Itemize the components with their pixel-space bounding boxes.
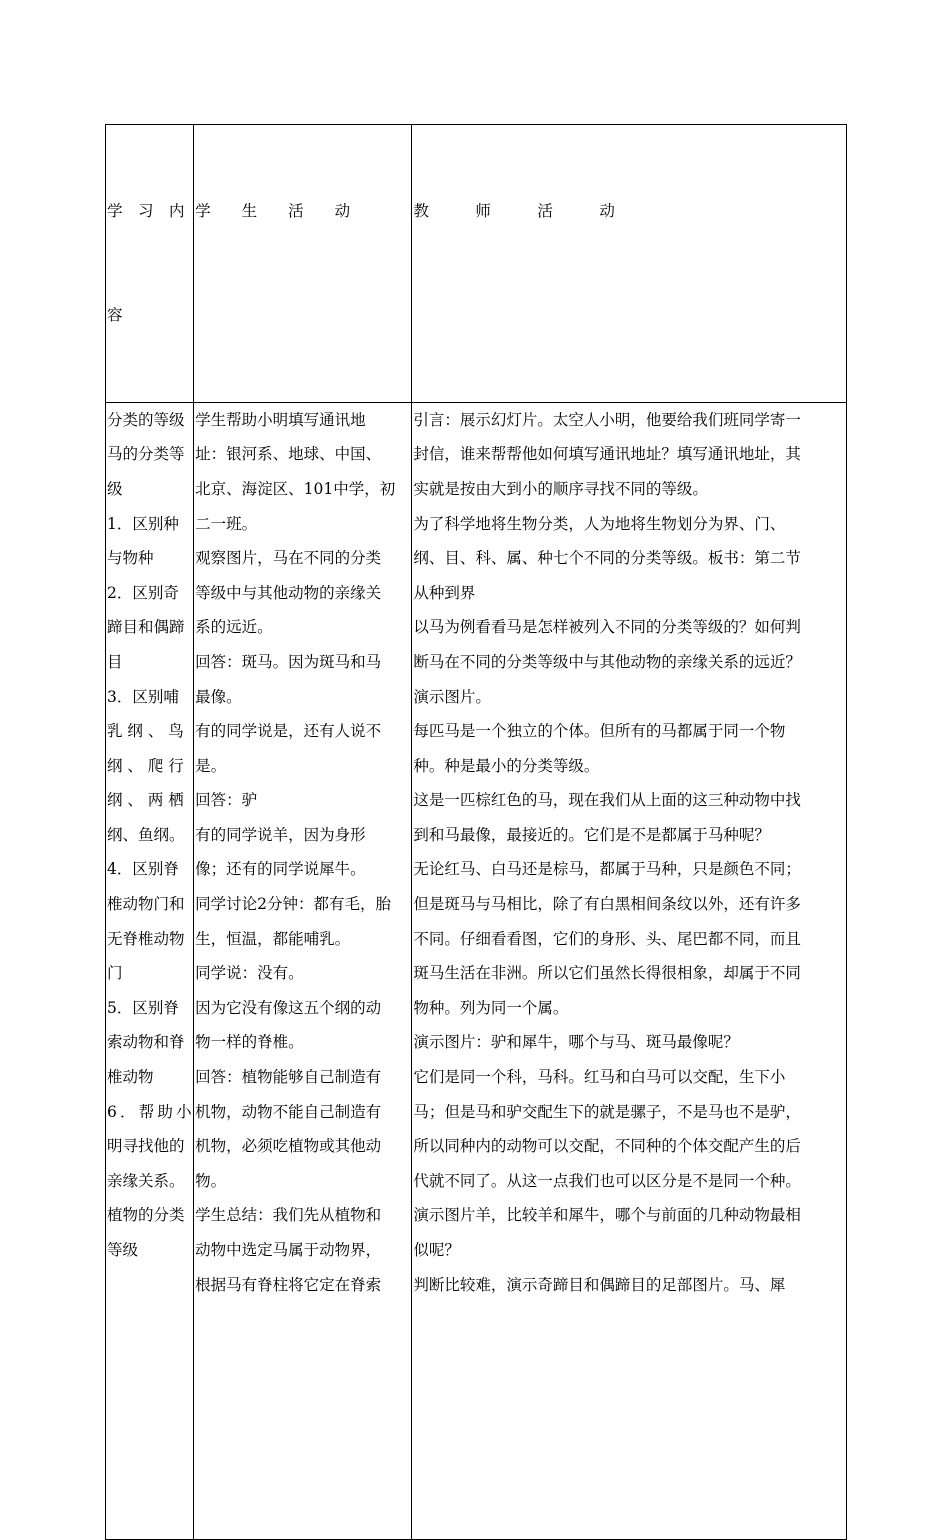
student-activity-text <box>194 403 411 1302</box>
student-activity-line: 最像。 <box>195 687 242 706</box>
teacher-activity-line: 演示图片羊，比较羊和犀牛，哪个与前面的几种动物最相 <box>413 1206 801 1225</box>
learning-content-line: 纲 、 两 栖 <box>107 791 184 810</box>
student-activity-line: 动物中选定马属于动物界， <box>195 1241 382 1259</box>
teacher-activity-line: 纲、目、科、属、种七个不同的分类等级。板书：第二节 <box>413 549 801 568</box>
learning-content-line: 明寻找他的 <box>107 1137 185 1156</box>
learning-content-text <box>106 403 193 1268</box>
student-activity-line: 因为它没有像这五个纲的动 <box>195 998 382 1017</box>
header-teacher-activity-label: 教 师 活 动 <box>413 202 615 221</box>
student-activity-line: 根据马有脊柱将它定在脊索 <box>195 1275 382 1294</box>
learning-content-line: 分类的等级 <box>107 410 185 429</box>
learning-content-line: 椎动物 <box>107 1068 154 1087</box>
header-learning-content <box>106 125 194 403</box>
student-activity-line: 同学说：没有。 <box>195 964 304 983</box>
teacher-activity-line: 但是斑马与马相比，除了有白黑相间条纹以外，还有许多 <box>413 895 801 914</box>
learning-content-line: 目 <box>107 652 123 671</box>
teacher-activity-line: 引言：展示幻灯片。太空人小明，他要给我们班同学寄一 <box>413 410 801 429</box>
student-activity-line: 机物，动物不能自己制造有 <box>195 1102 382 1121</box>
student-activity-line: 物。 <box>195 1171 227 1190</box>
teacher-activity-text <box>412 403 846 1302</box>
teacher-activity-cell <box>412 402 847 1539</box>
student-activity-line: 学生总结：我们先从植物和 <box>195 1206 382 1225</box>
teacher-activity-line: 实就是按由大到小的顺序寻找不同的等级。 <box>413 479 708 498</box>
learning-content-line: 3．区别哺 <box>107 687 179 706</box>
teacher-activity-line: 无论红马、白马还是棕马，都属于马种，只是颜色不同； <box>413 860 801 879</box>
student-activity-line: 回答：植物能够自己制造有 <box>195 1068 382 1087</box>
header-student-activity-label: 学 生 活 动 <box>195 202 351 221</box>
student-activity-line: 回答：驴 <box>195 791 258 810</box>
student-activity-line: 有的同学说是，还有人说不 <box>195 722 382 741</box>
student-activity-line: 物一样的脊椎。 <box>195 1033 304 1052</box>
teacher-activity-line: 断马在不同的分类等级中与其他动物的亲缘关系的远近？ <box>413 652 801 671</box>
learning-content-line: 索动物和脊 <box>107 1033 185 1052</box>
teacher-activity-line: 到和马最像，最接近的。它们是不是都属于马种呢？ <box>413 825 770 844</box>
header-learning-content-line2: 容 <box>107 305 123 324</box>
student-activity-line: 机物，必须吃植物或其他动 <box>195 1137 382 1156</box>
header-student-activity <box>194 125 412 403</box>
teacher-activity-line: 它们是同一个科，马科。红马和白马可以交配，生下小 <box>413 1068 786 1087</box>
learning-content-line: 纲 、 爬 行 <box>107 756 184 775</box>
learning-content-line: 1．区别种 <box>107 514 179 533</box>
learning-content-line: 4．区别脊 <box>107 860 179 879</box>
teacher-activity-line: 为了科学地将生物分类，人为地将生物划分为界、门、 <box>413 514 786 533</box>
teacher-activity-line: 种。种是最小的分类等级。 <box>413 756 600 775</box>
learning-content-line: 亲缘关系。 <box>107 1171 185 1190</box>
learning-content-line: 等级 <box>107 1241 139 1259</box>
teacher-activity-line: 不同。仔细看看图，它们的身形、头、尾巴都不同，而且 <box>413 929 801 948</box>
student-activity-line: 二一班。 <box>195 514 258 533</box>
teacher-activity-line: 演示图片。 <box>413 687 491 706</box>
student-activity-line: 同学讨论2分钟：都有毛，胎 <box>195 895 391 914</box>
student-activity-line: 址：银河系、地球、中国、 <box>195 445 382 464</box>
learning-content-line: 6 ． 帮 助 小 <box>107 1102 191 1121</box>
teacher-activity-line: 斑马生活在非洲。所以它们虽然长得很相象，却属于不同 <box>413 964 801 983</box>
header-teacher-activity <box>412 125 847 403</box>
header-learning-content-line1: 学 习 内 <box>107 202 185 221</box>
student-activity-line: 是。 <box>195 756 227 775</box>
teacher-activity-line: 所以同种内的动物可以交配，不同种的个体交配产生的后 <box>413 1137 801 1156</box>
teacher-activity-line: 演示图片：驴和犀牛，哪个与马、斑马最像呢？ <box>413 1033 739 1052</box>
learning-content-line: 马的分类等 <box>107 445 185 464</box>
student-activity-line: 回答：斑马。因为斑马和马 <box>195 652 382 671</box>
learning-content-line: 级 <box>107 479 123 498</box>
table-body-row <box>106 402 847 1539</box>
student-activity-line: 生，恒温，都能哺乳。 <box>195 929 351 948</box>
teacher-activity-line: 代就不同了。从这一点我们也可以区分是不是同一个种。 <box>413 1171 801 1190</box>
learning-content-cell <box>106 402 194 1539</box>
student-activity-line: 北京、海淀区、101中学，初 <box>195 479 396 498</box>
student-activity-line: 学生帮助小明填写通讯地 <box>195 410 366 429</box>
teacher-activity-line: 封信，谁来帮帮他如何填写通讯地址？填写通讯地址，其 <box>413 445 801 464</box>
teacher-activity-line: 似呢？ <box>413 1241 460 1259</box>
learning-content-line: 植物的分类 <box>107 1206 185 1225</box>
learning-content-line: 无脊椎动物 <box>107 929 185 948</box>
teacher-activity-line: 这是一匹棕红色的马，现在我们从上面的这三种动物中找 <box>413 791 801 810</box>
student-activity-line: 有的同学说羊，因为身形 <box>195 825 366 844</box>
learning-content-line: 5．区别脊 <box>107 998 179 1017</box>
learning-content-line: 纲、鱼纲。 <box>107 825 185 844</box>
learning-content-line: 2．区别奇 <box>107 583 179 602</box>
table-header-row <box>106 125 847 403</box>
teacher-activity-line: 马；但是马和驴交配生下的就是骡子，不是马也不是驴， <box>413 1102 801 1121</box>
student-activity-line: 等级中与其他动物的亲缘关 <box>195 583 382 602</box>
learning-content-line: 蹄目和偶蹄 <box>107 618 185 637</box>
learning-content-line: 与物种 <box>107 549 154 568</box>
teacher-activity-line: 从种到界 <box>413 583 476 602</box>
student-activity-line: 系的远近。 <box>195 618 273 637</box>
learning-content-line: 乳 纲 、 鸟 <box>107 722 184 741</box>
teacher-activity-line: 每匹马是一个独立的个体。但所有的马都属于同一个物 <box>413 722 786 741</box>
learning-content-line: 椎动物门和 <box>107 895 185 914</box>
teacher-activity-line: 物种。列为同一个属。 <box>413 998 569 1017</box>
student-activity-line: 观察图片，马在不同的分类 <box>195 549 382 568</box>
learning-content-line: 门 <box>107 964 123 983</box>
student-activity-cell <box>194 402 412 1539</box>
lesson-plan-table <box>105 124 847 1540</box>
teacher-activity-line: 以马为例看看马是怎样被列入不同的分类等级的？如何判 <box>413 618 801 637</box>
teacher-activity-line: 判断比较难，演示奇蹄目和偶蹄目的足部图片。马、犀 <box>413 1275 786 1294</box>
student-activity-line: 像；还有的同学说犀牛。 <box>195 860 366 879</box>
